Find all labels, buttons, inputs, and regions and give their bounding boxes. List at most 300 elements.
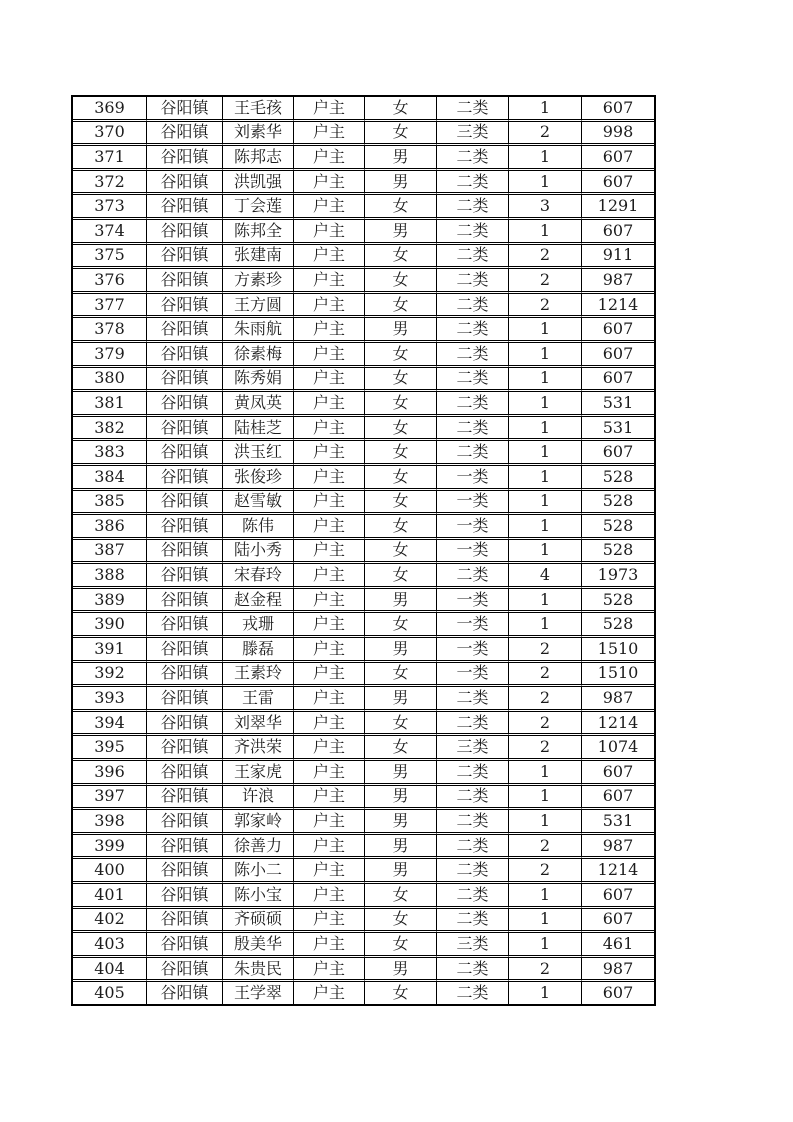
amount-cell: 607 bbox=[582, 441, 654, 466]
name-cell: 陆小秀 bbox=[223, 540, 294, 565]
row-number-cell: 373 bbox=[73, 195, 147, 220]
category-cell: 二类 bbox=[437, 810, 509, 835]
table-row bbox=[73, 343, 654, 368]
amount-cell: 607 bbox=[582, 146, 654, 171]
amount-cell: 987 bbox=[582, 687, 654, 712]
table-row bbox=[73, 810, 654, 835]
relation-cell: 户主 bbox=[294, 368, 365, 393]
town-cell: 谷阳镇 bbox=[147, 318, 223, 343]
relation-cell: 户主 bbox=[294, 269, 365, 294]
category-cell: 二类 bbox=[437, 195, 509, 220]
count-cell: 2 bbox=[509, 122, 582, 147]
table-row bbox=[73, 761, 654, 786]
relation-cell: 户主 bbox=[294, 859, 365, 884]
gender-cell: 女 bbox=[365, 466, 437, 491]
relation-cell: 户主 bbox=[294, 491, 365, 516]
gender-cell: 男 bbox=[365, 171, 437, 196]
name-cell: 刘素华 bbox=[223, 122, 294, 147]
town-cell: 谷阳镇 bbox=[147, 343, 223, 368]
row-number-cell: 376 bbox=[73, 269, 147, 294]
gender-cell: 男 bbox=[365, 146, 437, 171]
category-cell: 二类 bbox=[437, 687, 509, 712]
category-cell: 二类 bbox=[437, 343, 509, 368]
count-cell: 1 bbox=[509, 909, 582, 934]
town-cell: 谷阳镇 bbox=[147, 540, 223, 565]
town-cell: 谷阳镇 bbox=[147, 220, 223, 245]
category-cell: 二类 bbox=[437, 884, 509, 909]
gender-cell: 男 bbox=[365, 786, 437, 811]
relation-cell: 户主 bbox=[294, 638, 365, 663]
gender-cell: 男 bbox=[365, 810, 437, 835]
category-cell: 二类 bbox=[437, 441, 509, 466]
row-number-cell: 403 bbox=[73, 933, 147, 958]
gender-cell: 男 bbox=[365, 589, 437, 614]
name-cell: 丁会莲 bbox=[223, 195, 294, 220]
relation-cell: 户主 bbox=[294, 245, 365, 270]
count-cell: 2 bbox=[509, 687, 582, 712]
table-row bbox=[73, 392, 654, 417]
gender-cell: 女 bbox=[365, 515, 437, 540]
count-cell: 1 bbox=[509, 589, 582, 614]
category-cell: 二类 bbox=[437, 368, 509, 393]
table-row bbox=[73, 318, 654, 343]
count-cell: 1 bbox=[509, 220, 582, 245]
row-number-cell: 380 bbox=[73, 368, 147, 393]
name-cell: 许浪 bbox=[223, 786, 294, 811]
table-row bbox=[73, 835, 654, 860]
count-cell: 1 bbox=[509, 613, 582, 638]
count-cell: 2 bbox=[509, 245, 582, 270]
category-cell: 二类 bbox=[437, 171, 509, 196]
gender-cell: 女 bbox=[365, 884, 437, 909]
town-cell: 谷阳镇 bbox=[147, 909, 223, 934]
name-cell: 王雷 bbox=[223, 687, 294, 712]
relation-cell: 户主 bbox=[294, 195, 365, 220]
town-cell: 谷阳镇 bbox=[147, 884, 223, 909]
gender-cell: 男 bbox=[365, 859, 437, 884]
row-number-cell: 371 bbox=[73, 146, 147, 171]
count-cell: 1 bbox=[509, 441, 582, 466]
category-cell: 一类 bbox=[437, 466, 509, 491]
relation-cell: 户主 bbox=[294, 171, 365, 196]
name-cell: 殷美华 bbox=[223, 933, 294, 958]
row-number-cell: 372 bbox=[73, 171, 147, 196]
relation-cell: 户主 bbox=[294, 294, 365, 319]
town-cell: 谷阳镇 bbox=[147, 663, 223, 688]
category-cell: 二类 bbox=[437, 982, 509, 1004]
name-cell: 宋春玲 bbox=[223, 564, 294, 589]
relation-cell: 户主 bbox=[294, 909, 365, 934]
household-subsidy-table bbox=[71, 95, 656, 1006]
count-cell: 1 bbox=[509, 392, 582, 417]
name-cell: 张建南 bbox=[223, 245, 294, 270]
town-cell: 谷阳镇 bbox=[147, 958, 223, 983]
town-cell: 谷阳镇 bbox=[147, 982, 223, 1004]
row-number-cell: 382 bbox=[73, 417, 147, 442]
relation-cell: 户主 bbox=[294, 466, 365, 491]
amount-cell: 998 bbox=[582, 122, 654, 147]
category-cell: 二类 bbox=[437, 958, 509, 983]
amount-cell: 528 bbox=[582, 540, 654, 565]
table-row bbox=[73, 540, 654, 565]
row-number-cell: 381 bbox=[73, 392, 147, 417]
row-number-cell: 389 bbox=[73, 589, 147, 614]
category-cell: 二类 bbox=[437, 909, 509, 934]
amount-cell: 528 bbox=[582, 515, 654, 540]
relation-cell: 户主 bbox=[294, 146, 365, 171]
count-cell: 1 bbox=[509, 368, 582, 393]
count-cell: 2 bbox=[509, 958, 582, 983]
count-cell: 1 bbox=[509, 491, 582, 516]
amount-cell: 607 bbox=[582, 761, 654, 786]
row-number-cell: 375 bbox=[73, 245, 147, 270]
name-cell: 齐硕硕 bbox=[223, 909, 294, 934]
row-number-cell: 397 bbox=[73, 786, 147, 811]
category-cell: 一类 bbox=[437, 540, 509, 565]
relation-cell: 户主 bbox=[294, 810, 365, 835]
relation-cell: 户主 bbox=[294, 982, 365, 1004]
row-number-cell: 400 bbox=[73, 859, 147, 884]
town-cell: 谷阳镇 bbox=[147, 392, 223, 417]
name-cell: 黄凤英 bbox=[223, 392, 294, 417]
town-cell: 谷阳镇 bbox=[147, 195, 223, 220]
town-cell: 谷阳镇 bbox=[147, 712, 223, 737]
name-cell: 陈秀娟 bbox=[223, 368, 294, 393]
count-cell: 1 bbox=[509, 810, 582, 835]
count-cell: 3 bbox=[509, 195, 582, 220]
table-row bbox=[73, 245, 654, 270]
town-cell: 谷阳镇 bbox=[147, 245, 223, 270]
gender-cell: 男 bbox=[365, 958, 437, 983]
row-number-cell: 390 bbox=[73, 613, 147, 638]
count-cell: 1 bbox=[509, 761, 582, 786]
row-number-cell: 386 bbox=[73, 515, 147, 540]
category-cell: 二类 bbox=[437, 97, 509, 122]
category-cell: 二类 bbox=[437, 392, 509, 417]
category-cell: 二类 bbox=[437, 712, 509, 737]
category-cell: 一类 bbox=[437, 613, 509, 638]
count-cell: 1 bbox=[509, 318, 582, 343]
category-cell: 一类 bbox=[437, 589, 509, 614]
relation-cell: 户主 bbox=[294, 122, 365, 147]
town-cell: 谷阳镇 bbox=[147, 294, 223, 319]
name-cell: 刘翠华 bbox=[223, 712, 294, 737]
category-cell: 三类 bbox=[437, 736, 509, 761]
category-cell: 三类 bbox=[437, 122, 509, 147]
name-cell: 王素玲 bbox=[223, 663, 294, 688]
gender-cell: 男 bbox=[365, 761, 437, 786]
town-cell: 谷阳镇 bbox=[147, 466, 223, 491]
table-row bbox=[73, 859, 654, 884]
amount-cell: 607 bbox=[582, 171, 654, 196]
amount-cell: 1214 bbox=[582, 712, 654, 737]
amount-cell: 607 bbox=[582, 220, 654, 245]
name-cell: 郭家岭 bbox=[223, 810, 294, 835]
name-cell: 朱雨航 bbox=[223, 318, 294, 343]
count-cell: 1 bbox=[509, 515, 582, 540]
table-row bbox=[73, 663, 654, 688]
amount-cell: 1214 bbox=[582, 294, 654, 319]
count-cell: 1 bbox=[509, 540, 582, 565]
row-number-cell: 396 bbox=[73, 761, 147, 786]
relation-cell: 户主 bbox=[294, 417, 365, 442]
table-row bbox=[73, 294, 654, 319]
category-cell: 二类 bbox=[437, 417, 509, 442]
town-cell: 谷阳镇 bbox=[147, 613, 223, 638]
amount-cell: 607 bbox=[582, 97, 654, 122]
row-number-cell: 404 bbox=[73, 958, 147, 983]
gender-cell: 女 bbox=[365, 982, 437, 1004]
name-cell: 陈伟 bbox=[223, 515, 294, 540]
name-cell: 王学翠 bbox=[223, 982, 294, 1004]
name-cell: 方素珍 bbox=[223, 269, 294, 294]
amount-cell: 1291 bbox=[582, 195, 654, 220]
town-cell: 谷阳镇 bbox=[147, 859, 223, 884]
gender-cell: 女 bbox=[365, 909, 437, 934]
count-cell: 2 bbox=[509, 638, 582, 663]
table-row bbox=[73, 417, 654, 442]
table-row bbox=[73, 736, 654, 761]
gender-cell: 女 bbox=[365, 712, 437, 737]
row-number-cell: 379 bbox=[73, 343, 147, 368]
name-cell: 王家虎 bbox=[223, 761, 294, 786]
row-number-cell: 399 bbox=[73, 835, 147, 860]
relation-cell: 户主 bbox=[294, 663, 365, 688]
town-cell: 谷阳镇 bbox=[147, 761, 223, 786]
town-cell: 谷阳镇 bbox=[147, 417, 223, 442]
table-row bbox=[73, 171, 654, 196]
table-row bbox=[73, 933, 654, 958]
count-cell: 1 bbox=[509, 933, 582, 958]
name-cell: 朱贵民 bbox=[223, 958, 294, 983]
town-cell: 谷阳镇 bbox=[147, 786, 223, 811]
name-cell: 滕磊 bbox=[223, 638, 294, 663]
name-cell: 徐素梅 bbox=[223, 343, 294, 368]
count-cell: 1 bbox=[509, 982, 582, 1004]
amount-cell: 1510 bbox=[582, 638, 654, 663]
table-row bbox=[73, 786, 654, 811]
relation-cell: 户主 bbox=[294, 540, 365, 565]
relation-cell: 户主 bbox=[294, 613, 365, 638]
name-cell: 陈邦志 bbox=[223, 146, 294, 171]
amount-cell: 531 bbox=[582, 810, 654, 835]
gender-cell: 女 bbox=[365, 122, 437, 147]
count-cell: 1 bbox=[509, 417, 582, 442]
gender-cell: 女 bbox=[365, 540, 437, 565]
gender-cell: 男 bbox=[365, 220, 437, 245]
town-cell: 谷阳镇 bbox=[147, 835, 223, 860]
table-row bbox=[73, 368, 654, 393]
gender-cell: 男 bbox=[365, 638, 437, 663]
relation-cell: 户主 bbox=[294, 958, 365, 983]
amount-cell: 607 bbox=[602, 983, 634, 1003]
count-cell: 1 bbox=[509, 884, 582, 909]
count-cell: 2 bbox=[509, 736, 582, 761]
name-cell: 赵雪敏 bbox=[223, 491, 294, 516]
relation-cell: 户主 bbox=[294, 441, 365, 466]
amount-cell: 528 bbox=[582, 589, 654, 614]
row-number-cell: 401 bbox=[73, 884, 147, 909]
category-cell: 二类 bbox=[437, 786, 509, 811]
table-row bbox=[73, 491, 654, 516]
amount-cell: 607 bbox=[582, 884, 654, 909]
relation-cell: 户主 bbox=[294, 786, 365, 811]
relation-cell: 户主 bbox=[294, 392, 365, 417]
town-cell: 谷阳镇 bbox=[147, 638, 223, 663]
row-number-cell: 387 bbox=[73, 540, 147, 565]
amount-cell: 531 bbox=[582, 392, 654, 417]
count-cell: 1 bbox=[509, 786, 582, 811]
name-cell: 陈小宝 bbox=[223, 884, 294, 909]
row-number-cell: 388 bbox=[73, 564, 147, 589]
amount-cell: 607 bbox=[582, 786, 654, 811]
amount-cell: 607 bbox=[582, 909, 654, 934]
table-row bbox=[73, 515, 654, 540]
amount-cell: 911 bbox=[582, 245, 654, 270]
town-cell: 谷阳镇 bbox=[147, 491, 223, 516]
amount-cell: 1214 bbox=[582, 859, 654, 884]
amount-cell: 607 bbox=[582, 368, 654, 393]
count-cell: 1 bbox=[509, 171, 582, 196]
relation-cell: 户主 bbox=[294, 318, 365, 343]
town-cell: 谷阳镇 bbox=[147, 515, 223, 540]
amount-cell: 1510 bbox=[582, 663, 654, 688]
table-row bbox=[73, 466, 654, 491]
gender-cell: 女 bbox=[365, 441, 437, 466]
gender-cell: 女 bbox=[365, 245, 437, 270]
name-cell: 陈小二 bbox=[223, 859, 294, 884]
relation-cell: 户主 bbox=[294, 589, 365, 614]
gender-cell: 女 bbox=[365, 736, 437, 761]
town-cell: 谷阳镇 bbox=[147, 589, 223, 614]
row-number-cell: 378 bbox=[73, 318, 147, 343]
town-cell: 谷阳镇 bbox=[147, 368, 223, 393]
table-row bbox=[73, 613, 654, 638]
name-cell: 张俊珍 bbox=[223, 466, 294, 491]
gender-cell: 男 bbox=[365, 835, 437, 860]
row-number-cell: 384 bbox=[73, 466, 147, 491]
table-row bbox=[73, 441, 654, 466]
name-cell: 洪玉红 bbox=[223, 441, 294, 466]
row-number-cell: 395 bbox=[73, 736, 147, 761]
count-cell: 1 bbox=[509, 97, 582, 122]
town-cell: 谷阳镇 bbox=[147, 171, 223, 196]
gender-cell: 女 bbox=[365, 564, 437, 589]
row-number-cell: 405 bbox=[73, 982, 147, 1004]
town-cell: 谷阳镇 bbox=[147, 122, 223, 147]
gender-cell: 男 bbox=[365, 687, 437, 712]
table-row bbox=[73, 958, 654, 983]
category-cell: 二类 bbox=[437, 859, 509, 884]
category-cell: 三类 bbox=[437, 933, 509, 958]
gender-cell: 男 bbox=[365, 318, 437, 343]
table-row bbox=[73, 712, 654, 737]
category-cell: 一类 bbox=[437, 638, 509, 663]
gender-cell: 女 bbox=[365, 368, 437, 393]
table-row bbox=[73, 269, 654, 294]
category-cell: 二类 bbox=[437, 146, 509, 171]
category-cell: 一类 bbox=[437, 491, 509, 516]
row-number-cell: 392 bbox=[73, 663, 147, 688]
gender-cell: 女 bbox=[365, 97, 437, 122]
count-cell: 2 bbox=[509, 859, 582, 884]
table-row bbox=[73, 638, 654, 663]
row-number-cell: 398 bbox=[73, 810, 147, 835]
gender-cell: 女 bbox=[365, 269, 437, 294]
name-cell: 赵金程 bbox=[223, 589, 294, 614]
category-cell: 二类 bbox=[437, 245, 509, 270]
relation-cell: 户主 bbox=[294, 343, 365, 368]
name-cell: 王毛孩 bbox=[223, 97, 294, 122]
row-number-cell: 402 bbox=[73, 909, 147, 934]
town-cell: 谷阳镇 bbox=[147, 736, 223, 761]
name-cell: 戎珊 bbox=[223, 613, 294, 638]
name-cell: 徐善力 bbox=[223, 835, 294, 860]
row-number-cell: 394 bbox=[73, 712, 147, 737]
gender-cell: 女 bbox=[365, 294, 437, 319]
count-cell: 1 bbox=[509, 146, 582, 171]
row-number-cell: 370 bbox=[73, 122, 147, 147]
category-cell: 二类 bbox=[437, 761, 509, 786]
table-row bbox=[73, 146, 654, 171]
relation-cell: 户主 bbox=[294, 933, 365, 958]
row-number-cell: 385 bbox=[73, 491, 147, 516]
category-cell: 二类 bbox=[437, 318, 509, 343]
town-cell: 谷阳镇 bbox=[147, 687, 223, 712]
name-cell: 王方圆 bbox=[223, 294, 294, 319]
row-number-cell: 393 bbox=[73, 687, 147, 712]
gender-cell: 女 bbox=[365, 663, 437, 688]
count-cell: 1 bbox=[509, 466, 582, 491]
category-cell: 一类 bbox=[437, 515, 509, 540]
amount-cell: 1973 bbox=[582, 564, 654, 589]
count-cell: 4 bbox=[509, 564, 582, 589]
name-cell: 陈邦全 bbox=[223, 220, 294, 245]
table-row bbox=[73, 884, 654, 909]
name-cell: 陆桂芝 bbox=[223, 417, 294, 442]
table-row bbox=[73, 97, 654, 122]
count-cell: 2 bbox=[509, 835, 582, 860]
gender-cell: 女 bbox=[365, 613, 437, 638]
amount-cell: 528 bbox=[582, 491, 654, 516]
relation-cell: 户主 bbox=[294, 712, 365, 737]
row-number-cell: 383 bbox=[73, 441, 147, 466]
town-cell: 谷阳镇 bbox=[147, 146, 223, 171]
count-cell: 2 bbox=[509, 663, 582, 688]
relation-cell: 户主 bbox=[294, 564, 365, 589]
count-cell: 2 bbox=[509, 269, 582, 294]
gender-cell: 女 bbox=[365, 343, 437, 368]
amount-cell: 607 bbox=[582, 343, 654, 368]
amount-cell: 528 bbox=[582, 613, 654, 638]
town-cell: 谷阳镇 bbox=[147, 933, 223, 958]
category-cell: 二类 bbox=[437, 220, 509, 245]
amount-cell: 461 bbox=[582, 933, 654, 958]
count-cell: 2 bbox=[509, 294, 582, 319]
amount-cell: 987 bbox=[582, 269, 654, 294]
table-row bbox=[73, 195, 654, 220]
relation-cell: 户主 bbox=[294, 515, 365, 540]
category-cell: 二类 bbox=[437, 269, 509, 294]
category-cell: 二类 bbox=[437, 294, 509, 319]
town-cell: 谷阳镇 bbox=[147, 269, 223, 294]
category-cell: 一类 bbox=[437, 663, 509, 688]
name-cell: 洪凯强 bbox=[223, 171, 294, 196]
town-cell: 谷阳镇 bbox=[147, 97, 223, 122]
amount-cell: 987 bbox=[582, 958, 654, 983]
relation-cell: 户主 bbox=[294, 884, 365, 909]
amount-cell: 531 bbox=[582, 417, 654, 442]
